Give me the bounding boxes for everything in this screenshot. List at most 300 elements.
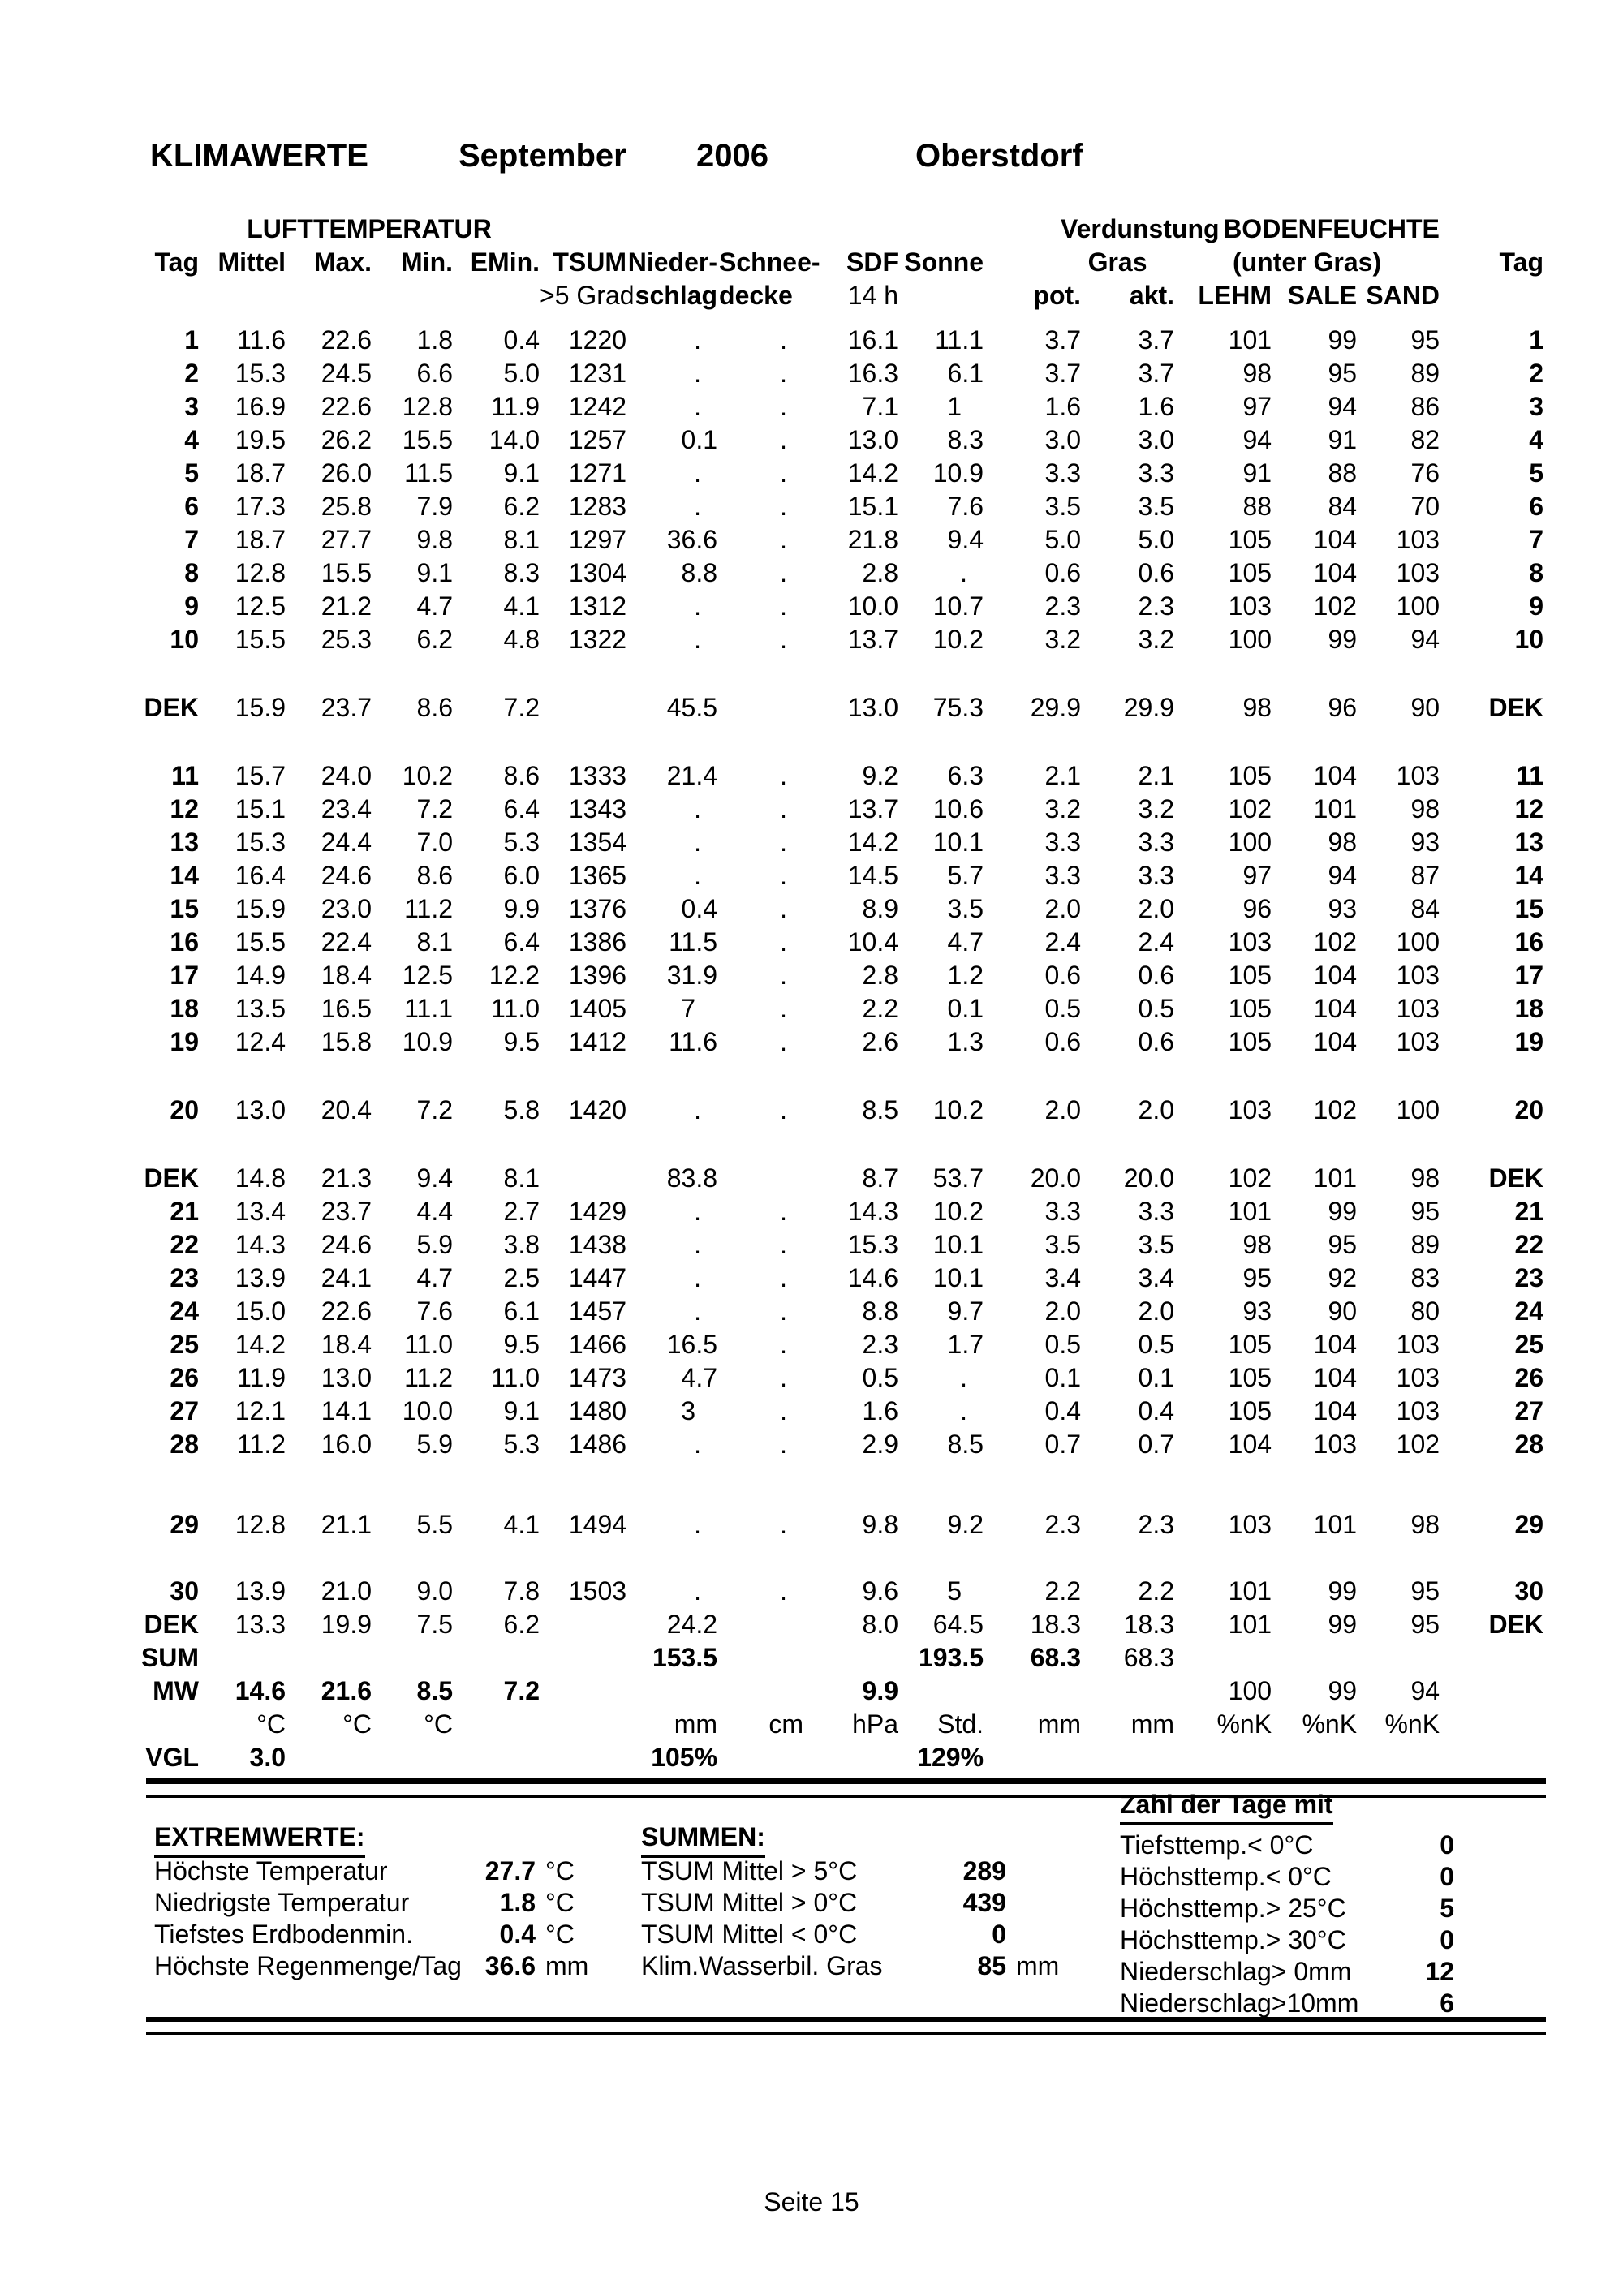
table-cell: . bbox=[694, 1263, 702, 1292]
table-cell: 16.3 bbox=[847, 359, 899, 388]
table-cell bbox=[540, 1675, 626, 1708]
table-cell: 103 bbox=[1396, 761, 1440, 790]
col-header-emin: EMin. bbox=[470, 247, 540, 277]
table-cell: 99 bbox=[1328, 1610, 1358, 1639]
table-cell bbox=[717, 1162, 803, 1195]
stat-label: TSUM Mittel > 5°C bbox=[641, 1856, 858, 1885]
table-cell: . bbox=[780, 1197, 788, 1226]
table-cell: 1480 bbox=[568, 1396, 627, 1425]
table-cell: 9.9 bbox=[862, 1676, 899, 1705]
table-cell: 105 bbox=[1228, 1363, 1272, 1392]
table-cell: 4.1 bbox=[503, 591, 540, 621]
table-cell: 25.8 bbox=[321, 492, 372, 521]
day-row bbox=[114, 523, 1543, 557]
table-cell: . bbox=[780, 325, 788, 355]
table-cell: 100 bbox=[1396, 927, 1440, 957]
verdunstung-group-header: Verdunstung bbox=[1061, 214, 1220, 243]
table-cell: 100 bbox=[1396, 1095, 1440, 1124]
col-header-niederschlag: Nieder- bbox=[627, 247, 718, 277]
table-cell: 13.0 bbox=[847, 693, 899, 722]
table-cell: 11 bbox=[171, 761, 199, 790]
table-cell: 103 bbox=[1228, 1095, 1272, 1124]
table-cell: 0.4 bbox=[503, 325, 540, 355]
table-cell: 99 bbox=[1328, 1676, 1358, 1705]
table-cell: 12.5 bbox=[402, 961, 453, 990]
table-cell: 19 bbox=[1514, 1027, 1544, 1056]
table-cell: 11.5 bbox=[404, 458, 453, 488]
table-cell: . bbox=[960, 1363, 968, 1392]
table-cell: 14.6 bbox=[235, 1676, 286, 1705]
extremwerte-block bbox=[154, 1821, 609, 1982]
day-row bbox=[114, 793, 1543, 826]
zahl-der-tage-block bbox=[1120, 1790, 1454, 2019]
stat-value: 0 bbox=[992, 1920, 1006, 1949]
table-cell: 29.9 bbox=[1123, 693, 1175, 722]
table-cell: 7.2 bbox=[503, 1676, 540, 1705]
table-cell: 100 bbox=[1228, 1676, 1272, 1705]
table-cell: 8.0 bbox=[862, 1610, 899, 1639]
table-cell bbox=[372, 1641, 453, 1675]
table-cell: 1231 bbox=[568, 359, 627, 388]
table-cell: 104 bbox=[1313, 1396, 1358, 1425]
table-cell: 104 bbox=[1313, 1027, 1358, 1056]
table-cell: 24 bbox=[1514, 1296, 1544, 1326]
table-cell bbox=[984, 1741, 1081, 1774]
table-cell: 103 bbox=[1396, 1396, 1440, 1425]
stat-value: 0.4 bbox=[499, 1920, 536, 1949]
table-cell: 1297 bbox=[568, 525, 627, 554]
table-cell: 0.6 bbox=[1044, 961, 1082, 990]
table-cell: 101 bbox=[1313, 1510, 1358, 1539]
table-cell: 17 bbox=[170, 961, 199, 990]
table-cell: 105 bbox=[1228, 1027, 1272, 1056]
stat-unit: °C bbox=[545, 1920, 575, 1949]
table-cell: 102 bbox=[1313, 927, 1358, 957]
table-cell bbox=[803, 1741, 898, 1774]
table-cell bbox=[898, 1675, 984, 1708]
table-cell: DEK bbox=[1488, 693, 1544, 722]
table-cell: 101 bbox=[1228, 1610, 1272, 1639]
units-row bbox=[114, 1708, 1543, 1741]
table-cell: 3 bbox=[184, 392, 199, 421]
table-cell: 11.1 bbox=[404, 994, 453, 1023]
table-cell: 11.2 bbox=[404, 894, 453, 923]
table-cell: 9.2 bbox=[862, 761, 899, 790]
table-cell: 0.6 bbox=[1044, 1027, 1082, 1056]
table-cell: 27.7 bbox=[321, 525, 372, 554]
table-cell: 15.3 bbox=[235, 359, 286, 388]
table-cell: 98 bbox=[1242, 1230, 1272, 1259]
stat-label: Höchste Regenmenge/Tag bbox=[154, 1951, 462, 1980]
day-row bbox=[114, 1395, 1543, 1428]
table-cell: 7 bbox=[681, 994, 696, 1023]
table-cell: 0.4 bbox=[1044, 1396, 1082, 1425]
table-cell: . bbox=[780, 761, 788, 790]
table-cell: 95 bbox=[1242, 1263, 1272, 1292]
table-cell: 6.1 bbox=[503, 1296, 540, 1326]
table-cell: 103 bbox=[1396, 525, 1440, 554]
table-cell: 1.7 bbox=[947, 1330, 984, 1359]
table-cell: 9.4 bbox=[416, 1163, 453, 1193]
table-cell: 8.6 bbox=[416, 861, 453, 890]
table-cell: 100 bbox=[1396, 591, 1440, 621]
table-cell: 1447 bbox=[568, 1263, 627, 1292]
table-cell: 7.2 bbox=[503, 693, 540, 722]
table-cell: 100 bbox=[1228, 828, 1272, 857]
table-cell: . bbox=[694, 828, 702, 857]
table-cell: 11.6 bbox=[669, 1027, 718, 1056]
table-cell: 0.4 bbox=[1138, 1396, 1175, 1425]
table-cell: 82 bbox=[1410, 425, 1440, 454]
table-cell: . bbox=[780, 1363, 788, 1392]
day-row bbox=[114, 959, 1543, 992]
table-cell: 13.7 bbox=[847, 625, 899, 654]
table-cell: 14.3 bbox=[847, 1197, 899, 1226]
table-cell: 95 bbox=[1410, 325, 1440, 355]
table-cell: 8.5 bbox=[416, 1676, 453, 1705]
table-cell: . bbox=[780, 359, 788, 388]
table-cell: 18 bbox=[1514, 994, 1544, 1023]
table-cell bbox=[540, 1741, 626, 1774]
table-cell bbox=[1440, 1641, 1543, 1675]
table-cell: 95 bbox=[1328, 1230, 1358, 1259]
subheader-sale: SALE bbox=[1287, 281, 1358, 310]
report-month: September bbox=[458, 138, 626, 174]
day-row bbox=[114, 490, 1543, 523]
stat-value: 289 bbox=[962, 1856, 1006, 1885]
table-cell: 1312 bbox=[568, 591, 627, 621]
table-cell bbox=[114, 1708, 199, 1741]
dek-row bbox=[114, 691, 1543, 724]
table-cell: mm bbox=[1037, 1709, 1082, 1739]
table-cell: 2.4 bbox=[1138, 927, 1175, 957]
report-station: Oberstdorf bbox=[915, 138, 1083, 174]
table-cell: 11.1 bbox=[935, 325, 984, 355]
table-cell: 98 bbox=[1242, 693, 1272, 722]
table-cell: MW bbox=[153, 1676, 199, 1705]
table-cell: 23.7 bbox=[321, 693, 372, 722]
table-cell: 90 bbox=[1328, 1296, 1358, 1326]
table-cell: 0.5 bbox=[1138, 994, 1175, 1023]
stat-row bbox=[641, 1919, 1096, 1950]
table-cell: 1405 bbox=[568, 994, 627, 1023]
table-cell: . bbox=[694, 1230, 702, 1259]
table-cell: 21.0 bbox=[321, 1576, 372, 1606]
stat-label: Höchsttemp.> 25°C bbox=[1120, 1894, 1346, 1923]
table-cell: . bbox=[780, 1296, 788, 1326]
table-cell: 0.6 bbox=[1138, 1027, 1175, 1056]
table-cell: . bbox=[780, 1095, 788, 1124]
table-cell: 13.4 bbox=[235, 1197, 286, 1226]
table-cell: 2.3 bbox=[1138, 1510, 1175, 1539]
table-cell: 2.5 bbox=[503, 1263, 540, 1292]
table-cell: mm bbox=[1130, 1709, 1175, 1739]
table-cell: 22 bbox=[1514, 1230, 1544, 1259]
table-cell: 4.7 bbox=[681, 1363, 718, 1392]
spacer-row bbox=[114, 1461, 1543, 1508]
day-row bbox=[114, 1575, 1543, 1608]
table-cell: 22.6 bbox=[321, 392, 372, 421]
table-cell: 4.7 bbox=[416, 591, 453, 621]
table-cell: 1.3 bbox=[947, 1027, 984, 1056]
table-cell: 0.6 bbox=[1138, 961, 1175, 990]
col-header-sdf: SDF bbox=[846, 247, 899, 277]
table-cell: 9.8 bbox=[416, 525, 453, 554]
stat-label: Höchsttemp.< 0°C bbox=[1120, 1862, 1332, 1891]
table-cell: 8.3 bbox=[947, 425, 984, 454]
table-cell: 18.4 bbox=[321, 961, 372, 990]
table-cell: 14.2 bbox=[847, 828, 899, 857]
table-cell: 5.7 bbox=[947, 861, 984, 890]
table-cell: °C bbox=[342, 1709, 372, 1739]
table-cell: 76 bbox=[1410, 458, 1440, 488]
stat-row bbox=[641, 1855, 1096, 1887]
table-cell: 1365 bbox=[568, 861, 627, 890]
table-cell: 1473 bbox=[568, 1363, 627, 1392]
day-row bbox=[114, 623, 1543, 656]
climate-table-body bbox=[114, 312, 1543, 1774]
table-cell: 2.2 bbox=[1044, 1576, 1082, 1606]
table-cell: 5.5 bbox=[416, 1510, 453, 1539]
subheader-tsum-grad: >5 Grad bbox=[540, 281, 635, 310]
stat-value: 5 bbox=[1440, 1894, 1454, 1923]
table-cell: 10.6 bbox=[932, 794, 984, 823]
table-cell: 3.3 bbox=[1044, 458, 1082, 488]
table-cell: 29 bbox=[170, 1510, 199, 1539]
table-cell: 14.9 bbox=[235, 961, 286, 990]
table-cell: 30 bbox=[1514, 1576, 1544, 1606]
day-row bbox=[114, 324, 1543, 357]
table-cell: °C bbox=[256, 1709, 286, 1739]
stat-row bbox=[154, 1855, 609, 1887]
table-cell: 13.0 bbox=[235, 1095, 286, 1124]
table-cell: 24.4 bbox=[321, 828, 372, 857]
table-cell: 15.5 bbox=[321, 558, 372, 587]
table-cell: . bbox=[694, 458, 702, 488]
table-cell: 9 bbox=[1529, 591, 1544, 621]
table-cell: 3.4 bbox=[1138, 1263, 1175, 1292]
table-cell: 2.3 bbox=[1044, 591, 1082, 621]
day-row bbox=[114, 457, 1543, 490]
table-cell: 24.0 bbox=[321, 761, 372, 790]
table-cell: . bbox=[780, 525, 788, 554]
table-cell: 11.0 bbox=[404, 1330, 453, 1359]
table-cell bbox=[803, 1641, 898, 1675]
table-cell: 10.1 bbox=[932, 828, 984, 857]
table-cell: 13.9 bbox=[235, 1263, 286, 1292]
table-cell: 16 bbox=[170, 927, 199, 957]
table-cell: 21.1 bbox=[321, 1510, 372, 1539]
table-cell: 2.3 bbox=[1044, 1510, 1082, 1539]
table-cell bbox=[540, 1162, 626, 1195]
table-cell: 86 bbox=[1410, 392, 1440, 421]
table-cell: 3.3 bbox=[1138, 861, 1175, 890]
table-cell: 1.2 bbox=[947, 961, 984, 990]
table-cell: 101 bbox=[1228, 1197, 1272, 1226]
table-cell: 9.2 bbox=[947, 1510, 984, 1539]
table-cell: 21.3 bbox=[321, 1163, 372, 1193]
day-row bbox=[114, 1195, 1543, 1228]
table-cell: 105 bbox=[1228, 1330, 1272, 1359]
table-cell: 6.4 bbox=[503, 927, 540, 957]
table-cell: 3.7 bbox=[1044, 325, 1082, 355]
col-header-min: Min. bbox=[401, 247, 453, 277]
table-cell: 2.3 bbox=[862, 1330, 899, 1359]
table-cell: 9.1 bbox=[503, 458, 540, 488]
table-cell: 1343 bbox=[568, 794, 627, 823]
table-cell: 80 bbox=[1410, 1296, 1440, 1326]
table-cell: 4.4 bbox=[416, 1197, 453, 1226]
table-cell: 23.4 bbox=[321, 794, 372, 823]
table-cell: 21 bbox=[1514, 1197, 1544, 1226]
day-row bbox=[114, 759, 1543, 793]
table-cell: . bbox=[780, 861, 788, 890]
table-cell bbox=[1174, 1641, 1272, 1675]
table-cell: 1.6 bbox=[1044, 392, 1082, 421]
table-cell: SUM bbox=[140, 1643, 199, 1672]
table-cell: 19.9 bbox=[321, 1610, 372, 1639]
table-cell: 3 bbox=[1529, 392, 1544, 421]
table-cell: 18.3 bbox=[1030, 1610, 1082, 1639]
stat-unit: °C bbox=[545, 1888, 575, 1917]
report-year: 2006 bbox=[696, 138, 768, 174]
table-cell: 10.2 bbox=[932, 1095, 984, 1124]
table-cell: 22.6 bbox=[321, 1296, 372, 1326]
table-cell: 9.8 bbox=[862, 1510, 899, 1539]
table-cell: 103 bbox=[1228, 591, 1272, 621]
table-cell: . bbox=[780, 492, 788, 521]
stat-label: TSUM Mittel > 0°C bbox=[641, 1888, 858, 1917]
stat-value: 0 bbox=[1440, 1830, 1454, 1860]
table-cell: 8.3 bbox=[503, 558, 540, 587]
table-cell: 75.3 bbox=[932, 693, 984, 722]
table-cell: 153.5 bbox=[652, 1643, 718, 1672]
table-cell: 26 bbox=[1514, 1363, 1544, 1392]
zahl-der-tage-heading: Zahl der Tage mit bbox=[1120, 1790, 1333, 1825]
table-cell: 104 bbox=[1313, 1363, 1358, 1392]
table-cell: 5 bbox=[947, 1576, 962, 1606]
table-cell: 1396 bbox=[568, 961, 627, 990]
table-cell: 2.3 bbox=[1138, 591, 1175, 621]
table-cell: . bbox=[780, 458, 788, 488]
table-cell: 15.8 bbox=[321, 1027, 372, 1056]
table-cell: 89 bbox=[1410, 359, 1440, 388]
table-cell bbox=[1081, 1741, 1174, 1774]
table-cell: 11.0 bbox=[491, 1363, 540, 1392]
table-cell: . bbox=[780, 591, 788, 621]
stat-row bbox=[154, 1919, 609, 1950]
table-cell: 20.0 bbox=[1030, 1163, 1082, 1193]
table-cell: 5 bbox=[184, 458, 199, 488]
table-cell: 15 bbox=[170, 894, 199, 923]
table-cell bbox=[199, 1641, 286, 1675]
table-cell: . bbox=[780, 425, 788, 454]
table-cell: 14.2 bbox=[847, 458, 899, 488]
table-cell bbox=[717, 691, 803, 724]
table-cell: 2.7 bbox=[503, 1197, 540, 1226]
table-cell: . bbox=[694, 1296, 702, 1326]
table-cell: 4.1 bbox=[503, 1510, 540, 1539]
table-cell: 87 bbox=[1410, 861, 1440, 890]
stat-row bbox=[1120, 1956, 1454, 1988]
stat-value: 439 bbox=[962, 1888, 1006, 1917]
table-cell: 94 bbox=[1328, 392, 1358, 421]
table-cell: 9.4 bbox=[947, 525, 984, 554]
spacer-row bbox=[114, 656, 1543, 691]
table-cell: 97 bbox=[1242, 861, 1272, 890]
table-cell: 20.0 bbox=[1123, 1163, 1175, 1193]
day-row bbox=[114, 1025, 1543, 1059]
group-header-row bbox=[114, 213, 1543, 246]
table-cell: 1304 bbox=[568, 558, 627, 587]
summen-block bbox=[641, 1821, 1096, 1982]
table-cell: 10.2 bbox=[402, 761, 453, 790]
table-cell: 8.9 bbox=[862, 894, 899, 923]
table-cell: 30 bbox=[170, 1576, 199, 1606]
stat-value: 12 bbox=[1425, 1957, 1454, 1986]
col-header-tag-right: Tag bbox=[1499, 247, 1544, 277]
table-cell: 0.1 bbox=[681, 425, 718, 454]
subheader-lehm: LEHM bbox=[1198, 281, 1272, 310]
table-cell: 10 bbox=[170, 625, 199, 654]
table-cell: 0.1 bbox=[1044, 1363, 1082, 1392]
table-cell: 102 bbox=[1228, 1163, 1272, 1193]
table-cell bbox=[626, 1675, 717, 1708]
table-cell: 10.1 bbox=[932, 1230, 984, 1259]
day-row bbox=[114, 357, 1543, 390]
table-cell: 3.3 bbox=[1138, 828, 1175, 857]
table-cell: 12 bbox=[170, 794, 199, 823]
table-cell: . bbox=[694, 359, 702, 388]
table-cell bbox=[1081, 1675, 1174, 1708]
table-cell: 14.3 bbox=[235, 1230, 286, 1259]
lufttemperatur-group-header: LUFTTEMPERATUR bbox=[247, 214, 492, 243]
table-cell: 8.5 bbox=[862, 1095, 899, 1124]
col-header-tag-left: Tag bbox=[154, 247, 199, 277]
table-cell: 2.9 bbox=[862, 1430, 899, 1459]
table-cell: 10.2 bbox=[932, 625, 984, 654]
table-cell: 21.2 bbox=[321, 591, 372, 621]
table-cell: 84 bbox=[1328, 492, 1358, 521]
stat-label: Tiefsttemp.< 0°C bbox=[1120, 1830, 1314, 1860]
spacer-row bbox=[114, 1541, 1543, 1575]
table-cell: 5.0 bbox=[1138, 525, 1175, 554]
table-cell: 8.5 bbox=[947, 1430, 984, 1459]
table-cell: 96 bbox=[1242, 894, 1272, 923]
stat-value: 36.6 bbox=[484, 1951, 536, 1980]
table-cell: 19.5 bbox=[235, 425, 286, 454]
day-row bbox=[114, 926, 1543, 959]
divider-rule-bottom bbox=[146, 2017, 1546, 2035]
table-cell: 11.5 bbox=[669, 927, 718, 957]
col-header-max: Max. bbox=[313, 247, 372, 277]
stat-row bbox=[1120, 1988, 1454, 2019]
table-cell: 99 bbox=[1328, 625, 1358, 654]
table-cell: . bbox=[780, 1330, 788, 1359]
table-cell: 16.4 bbox=[235, 861, 286, 890]
stat-row bbox=[1120, 1861, 1454, 1893]
table-cell: 7.5 bbox=[416, 1610, 453, 1639]
table-cell: 1283 bbox=[568, 492, 627, 521]
table-cell: VGL bbox=[145, 1743, 199, 1772]
stat-row bbox=[154, 1887, 609, 1919]
table-cell: 105 bbox=[1228, 994, 1272, 1023]
table-cell: 0.7 bbox=[1138, 1430, 1175, 1459]
table-cell: 1466 bbox=[568, 1330, 627, 1359]
mw-row bbox=[114, 1675, 1543, 1708]
table-cell: 104 bbox=[1313, 1330, 1358, 1359]
table-cell bbox=[1440, 1741, 1543, 1774]
